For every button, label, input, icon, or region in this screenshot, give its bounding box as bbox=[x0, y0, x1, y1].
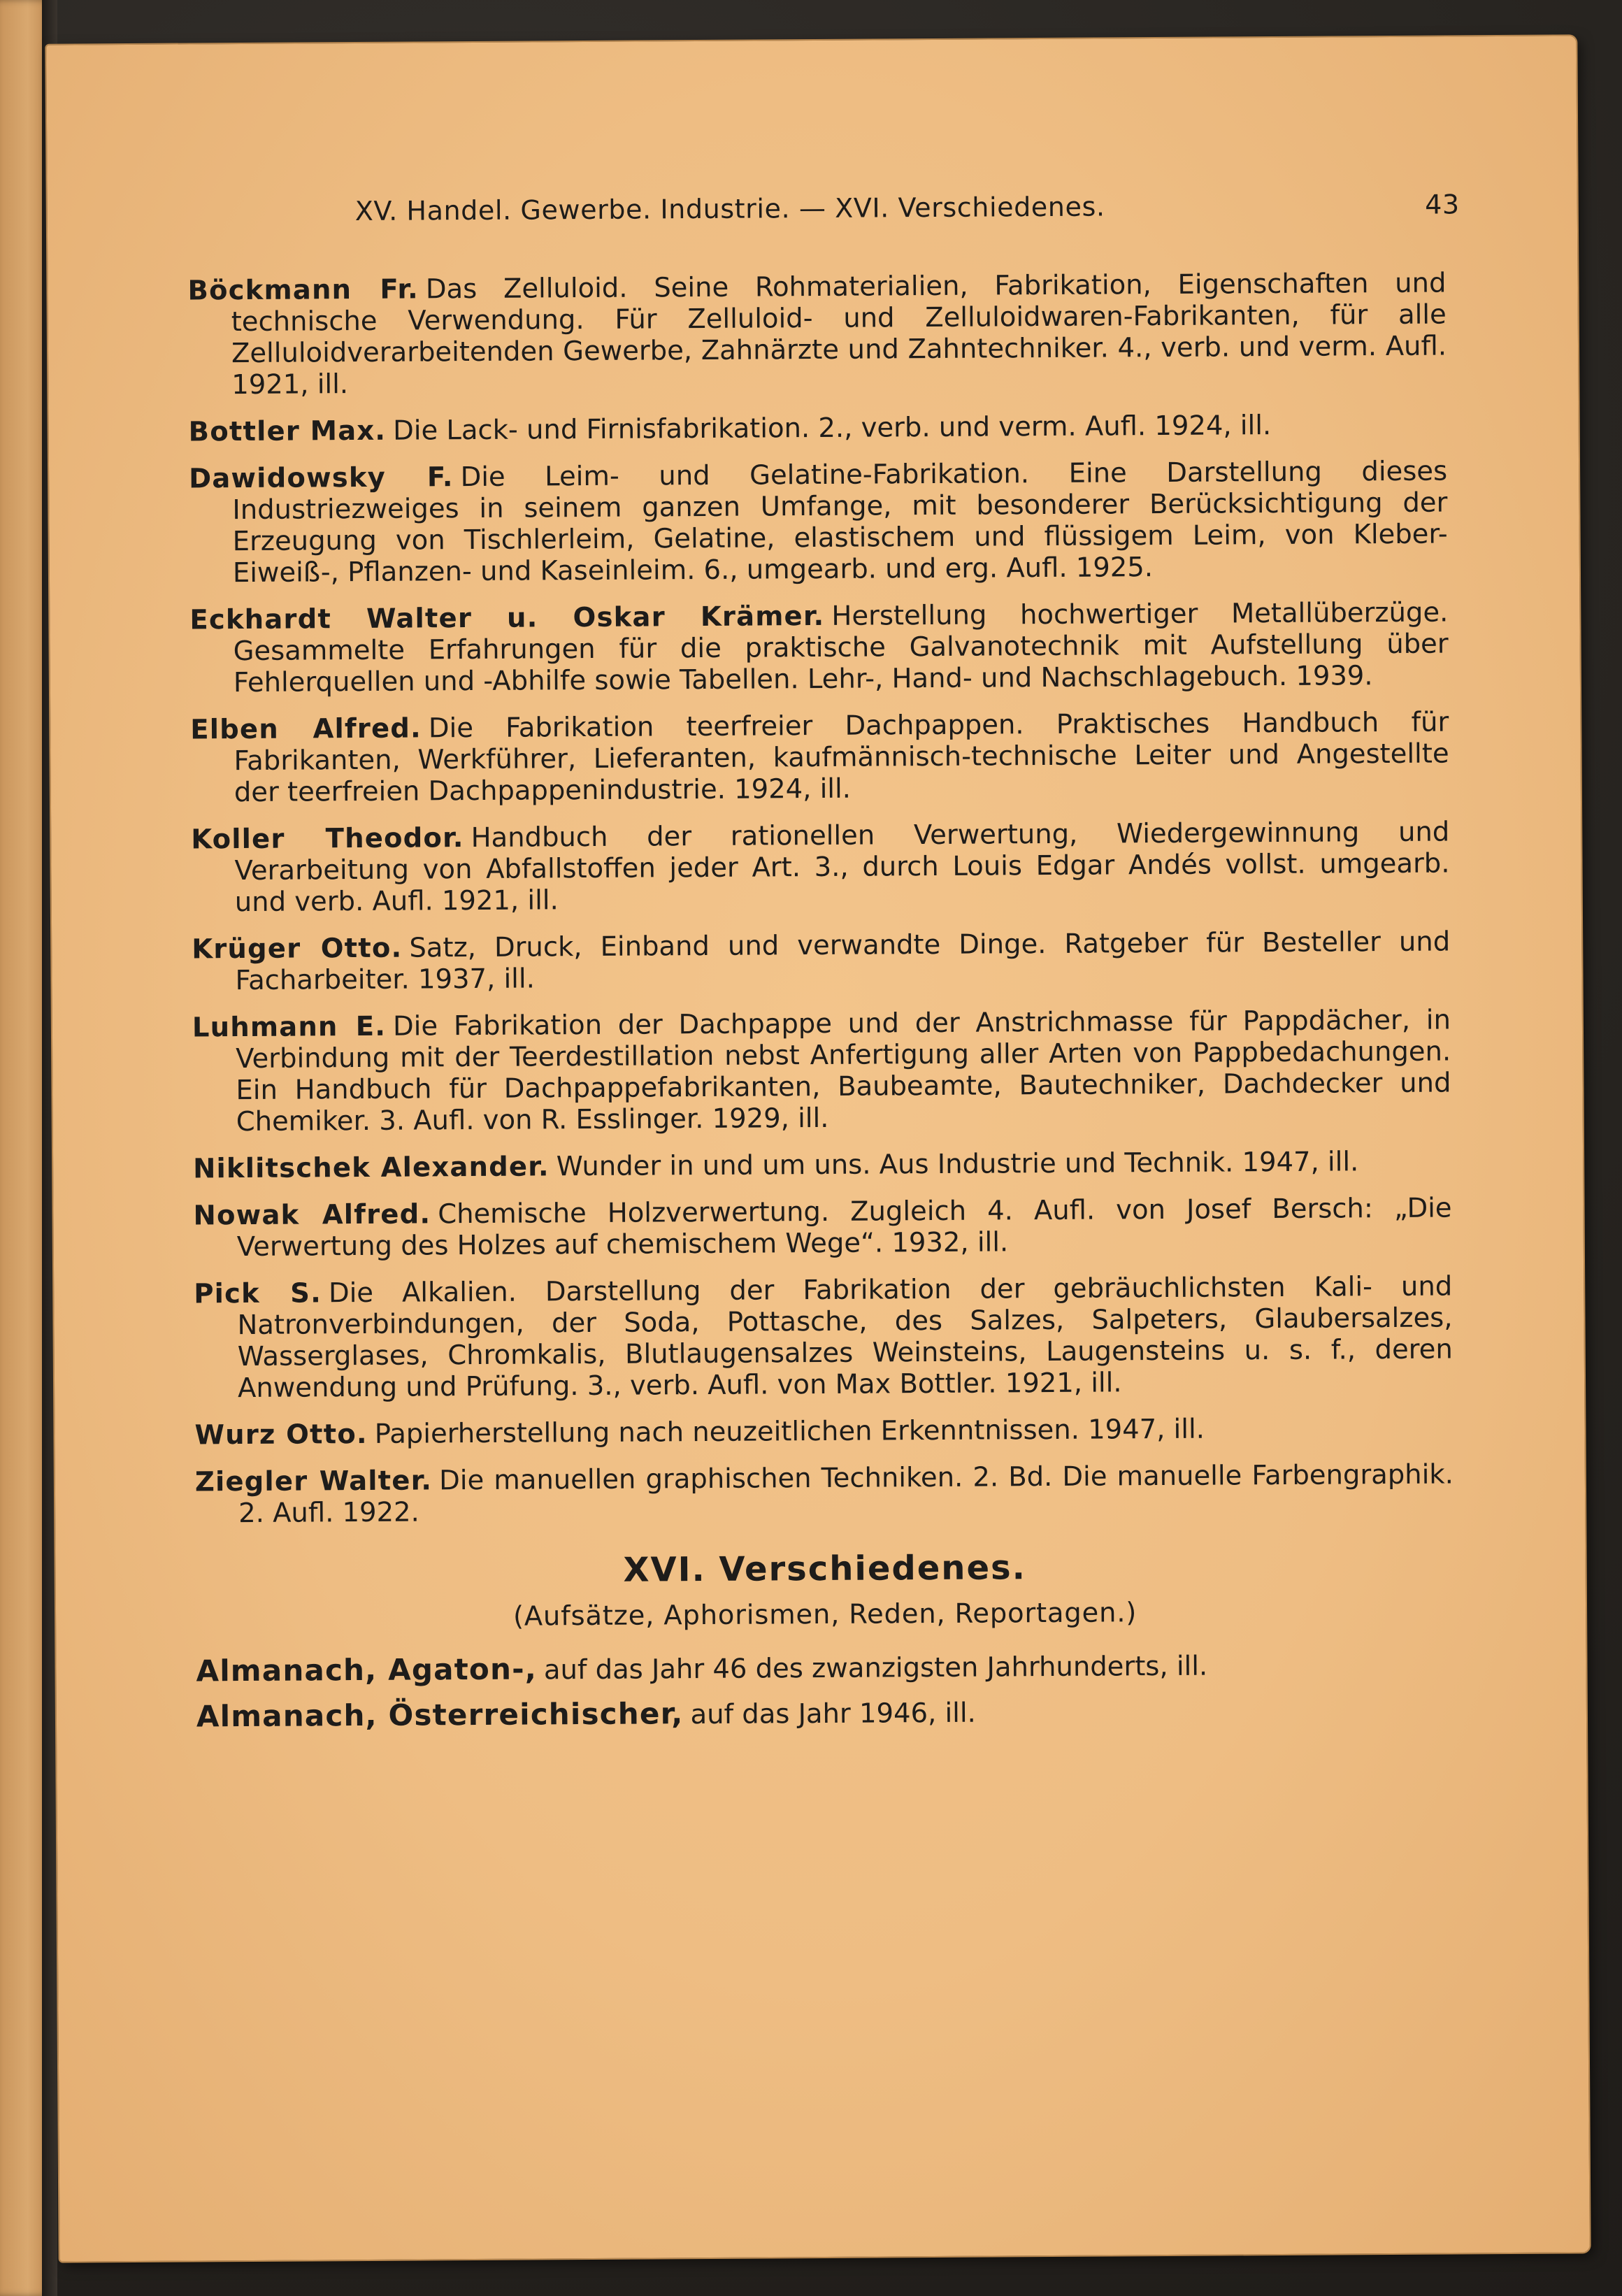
bibliography-entry bbox=[192, 926, 1451, 996]
header-title: XV. Handel. Gewerbe. Industrie. — XVI. Verschiedenes. bbox=[354, 191, 1105, 227]
bibliography-entry bbox=[196, 1647, 1454, 1688]
entry-author: Dawidowsky F. bbox=[188, 461, 454, 495]
entry-text: Die Fabrikation teerfreier Dachpappen. Praktisches Handbuch für Fabrikanten, Werkführer, Lieferanten, kaufmännisch-technische Leiter und Angestellte der teerfreien Dachpappenindustrie. 1924, ill. bbox=[234, 706, 1449, 809]
entry-text: auf das Jahr 1946, ill. bbox=[690, 1697, 976, 1731]
bibliography-entry bbox=[196, 1693, 1455, 1733]
bibliography-entry bbox=[194, 1270, 1453, 1404]
entry-text: Die Fabrikation der Dachpappe und der Anstrichmasse für Pappdächer, in Verbindung mit der Teerdestillation nebst Anfertigung aller Arten von Pappbedachungen. Ein Handbuch für Dachpappefabrikanten, Baubeamte, Bautechniker, Dachdecker und Chemiker. 3. Aufl. von R. Esslinger. 1929, ill. bbox=[236, 1004, 1451, 1138]
entry-text: Die Lack- und Firnisfabrikation. 2., verb. und verm. Aufl. 1924, ill. bbox=[393, 410, 1272, 447]
entry-author: Ziegler Walter. bbox=[194, 1465, 433, 1498]
entry-text: Papierherstellung nach neuzeitlichen Erkenntnissen. 1947, ill. bbox=[374, 1413, 1205, 1450]
entry-author: Böckmann Fr. bbox=[187, 273, 419, 307]
entry-text: Wunder in und um uns. Aus Industrie und Technik. 1947, ill. bbox=[556, 1146, 1359, 1183]
entry-author: Koller Theodor. bbox=[191, 822, 464, 856]
entry-author: Krüger Otto. bbox=[192, 932, 403, 966]
section-subheading: (Aufsätze, Aphorismen, Reden, Reportagen.) bbox=[512, 1597, 1137, 1633]
section-heading: XVI. Verschiedenes. bbox=[623, 1548, 1027, 1590]
bibliography-entry bbox=[189, 596, 1449, 698]
entry-text: Die Leim- und Gelatine-Fabrikation. Eine Darstellung dieses Industriezweiges in seinem ganzen Umfange, mit besonderer Berücksichtigung der Erzeugung von Tischlerleim, Gelatine, elastischem und flüssigem Leim, von Kleber-Eiweiß-, Pflanzen- und Kaseinleim. 6., umgearb. und erg. Aufl. 1925. bbox=[232, 455, 1448, 589]
entry-text: auf das Jahr 46 des zwanzigsten Jahrhunderts, ill. bbox=[543, 1650, 1208, 1686]
bibliography-entry bbox=[189, 455, 1448, 589]
page-number: 43 bbox=[1425, 189, 1460, 220]
entry-author: Wurz Otto. bbox=[194, 1418, 368, 1451]
running-header bbox=[355, 189, 1460, 238]
entry-author: Pick S. bbox=[194, 1277, 322, 1310]
entry-text: Handbuch der rationellen Verwertung, Wiedergewinnung und Verarbeitung von Abfallstoffen jeder Art. 3., durch Louis Edgar Andés vollst. umgearb. und verb. Aufl. 1921, ill. bbox=[234, 816, 1450, 919]
entry-text: Satz, Druck, Einband und verwandte Dinge. Ratgeber für Besteller und Facharbeiter. 1937, ill. bbox=[235, 926, 1451, 997]
entry-text: Herstellung hochwertiger Metallüberzüge. Gesammelte Erfahrungen für die praktische Galvanotechnik mit Aufstellung über Fehlerquellen und -Abhilfe sowie Tabellen. Lehr-, Hand- und Nachschlagebuch. 1939. bbox=[233, 596, 1449, 699]
bibliography-entry bbox=[187, 267, 1447, 401]
entry-author: Luhmann E. bbox=[192, 1010, 387, 1044]
bibliography-list bbox=[187, 267, 1455, 1746]
entry-text: Chemische Holzverwertung. Zugleich 4. Aufl. von Josef Bersch: „Die Verwertung des Holzes auf chemischem Wege“. 1932, ill. bbox=[236, 1192, 1452, 1263]
bibliography-entry bbox=[190, 706, 1449, 808]
entry-author: Niklitschek Alexander. bbox=[193, 1151, 550, 1185]
entry-author: Bottler Max. bbox=[188, 415, 387, 448]
bibliography-entry bbox=[193, 1145, 1451, 1184]
entry-text: Die Alkalien. Darstellung der Fabrikation der gebräuchlichsten Kali- und Natronverbindungen, der Soda, Pottasche, des Salzes, Salpeters, Glaubersalzes, Wasserglases, Chromkalis, Blutlaugensalzes Weinsteins, Laugensteins u. s. f., deren Anwendung und Prüfung. 3., verb. Aufl. von Max Bottler. 1921, ill. bbox=[237, 1270, 1453, 1405]
entry-author: Elben Alfred. bbox=[190, 712, 422, 746]
bibliography-entry bbox=[194, 1412, 1453, 1451]
entry-author: Nowak Alfred. bbox=[193, 1198, 431, 1232]
entry-author: Almanach, Österreichischer, bbox=[196, 1696, 684, 1734]
entry-text: Das Zelluloid. Seine Rohmaterialien, Fabrikation, Eigenschaften und technische Verwendung. Für Zelluloid- und Zelluloidwaren-Fabrikanten, für alle Zelluloidverarbeitenden Gewerbe, Zahnärzte und Zahntechniker. 4., verb. und verm. Aufl. 1921, ill. bbox=[231, 267, 1447, 401]
book-page bbox=[46, 36, 1589, 2261]
bibliography-entry bbox=[192, 1004, 1451, 1138]
entry-text: Die manuellen graphischen Techniken. 2. Bd. Die manuelle Farbengraphik. 2. Aufl. 1922. bbox=[238, 1458, 1454, 1530]
bibliography-entry bbox=[189, 408, 1447, 447]
bibliography-entry bbox=[193, 1192, 1452, 1263]
entry-author: Almanach, Agaton-, bbox=[196, 1651, 538, 1688]
entry-author: Eckhardt Walter u. Oskar Krämer. bbox=[189, 600, 825, 636]
bibliography-entry bbox=[191, 816, 1450, 918]
bibliography-entry bbox=[195, 1458, 1454, 1529]
